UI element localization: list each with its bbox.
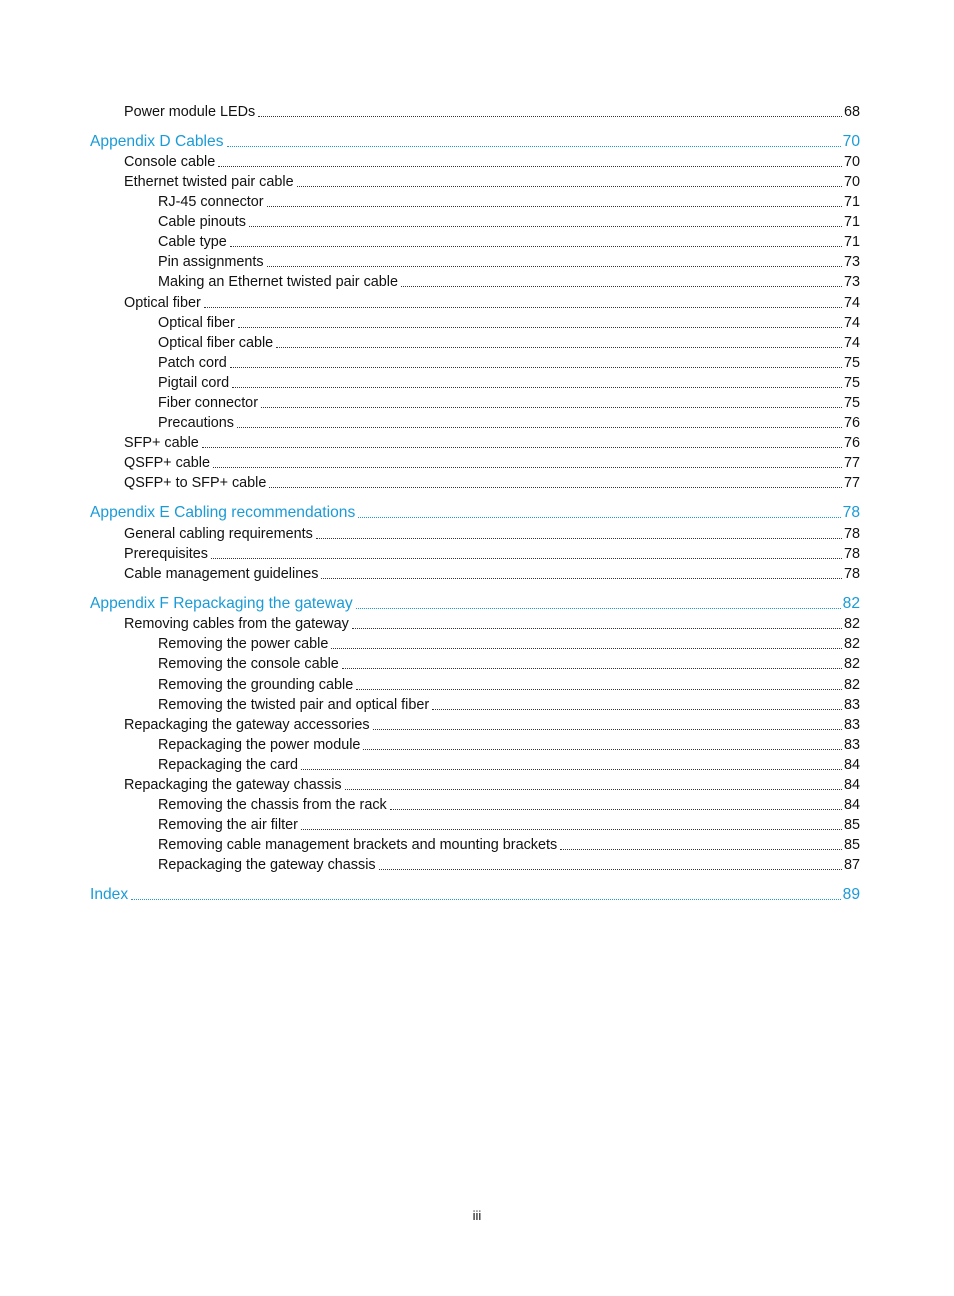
toc-entry-page[interactable]: 87: [843, 857, 860, 873]
toc-entry[interactable]: [158, 352, 860, 372]
toc-entry[interactable]: [124, 151, 860, 171]
dot-leader: [297, 186, 842, 187]
dot-leader: [363, 749, 842, 750]
dot-leader: [352, 628, 842, 629]
toc-chapter-entry[interactable]: [90, 131, 860, 151]
dot-leader: [401, 286, 842, 287]
toc-entry-title[interactable]: Removing the chassis from the rack: [158, 797, 387, 813]
toc-entry-page[interactable]: 78: [842, 504, 860, 521]
toc-entry-title[interactable]: Appendix D Cables: [90, 133, 224, 150]
toc-entry-title[interactable]: Making an Ethernet twisted pair cable: [158, 274, 398, 290]
toc-entry-title[interactable]: Cable management guidelines: [124, 566, 319, 582]
dot-leader: [390, 809, 842, 810]
toc-entry-page[interactable]: 82: [843, 656, 860, 672]
toc-entry-page[interactable]: 71: [843, 214, 860, 230]
toc-entry[interactable]: [158, 834, 860, 854]
toc-entry-page[interactable]: 74: [843, 295, 860, 311]
toc-entry[interactable]: [158, 392, 860, 412]
toc-entry-page[interactable]: 73: [843, 274, 860, 290]
toc-entry[interactable]: [158, 271, 860, 291]
toc-entry-page[interactable]: 78: [843, 546, 860, 562]
toc-entry[interactable]: [158, 633, 860, 653]
dot-leader: [356, 608, 841, 609]
toc-entry[interactable]: [158, 251, 860, 271]
dot-leader: [432, 709, 842, 710]
toc-entry-title[interactable]: Optical fiber cable: [158, 335, 274, 351]
toc-chapter-entry[interactable]: [90, 884, 860, 904]
toc-entry-page[interactable]: 83: [843, 717, 860, 733]
toc-entry-page[interactable]: 85: [843, 817, 860, 833]
toc-entry-title[interactable]: Appendix F Repackaging the gateway: [90, 595, 353, 612]
toc-entry-page[interactable]: 74: [843, 315, 860, 331]
toc-entry-title[interactable]: Optical fiber: [124, 295, 201, 311]
toc-entry-title[interactable]: QSFP+ cable: [124, 455, 210, 471]
dot-leader: [261, 407, 842, 408]
toc-entry-title[interactable]: Removing cable management brackets and mounting brackets: [158, 837, 558, 853]
toc-entry[interactable]: [124, 774, 860, 794]
dot-leader: [316, 538, 842, 539]
toc-entry-title[interactable]: Console cable: [124, 154, 216, 170]
toc-entry-page[interactable]: 71: [843, 194, 860, 210]
dot-leader: [218, 166, 842, 167]
toc-entry-page[interactable]: 84: [843, 777, 860, 793]
toc-entry-title[interactable]: Pigtail cord: [158, 375, 230, 391]
toc-entry[interactable]: [124, 714, 860, 734]
dot-leader: [342, 668, 842, 669]
toc-entry[interactable]: [124, 101, 860, 121]
dot-leader: [237, 427, 842, 428]
toc-entry-title[interactable]: Optical fiber: [158, 315, 235, 331]
toc-entry-page[interactable]: 83: [843, 697, 860, 713]
dot-leader: [213, 467, 842, 468]
dot-leader: [238, 327, 842, 328]
dot-leader: [345, 789, 842, 790]
toc-entry-page[interactable]: 70: [842, 133, 860, 150]
toc-entry-title[interactable]: Repackaging the card: [158, 757, 298, 773]
toc-entry-page[interactable]: 71: [843, 234, 860, 250]
dot-leader: [358, 517, 840, 518]
dot-leader: [232, 387, 842, 388]
toc-entry-title[interactable]: Cable pinouts: [158, 214, 247, 230]
dot-leader: [202, 447, 842, 448]
toc-entry[interactable]: [158, 653, 860, 673]
toc-entry-page[interactable]: 75: [843, 375, 860, 391]
dot-leader: [301, 769, 842, 770]
toc-entry-page[interactable]: 84: [843, 797, 860, 813]
toc-entry[interactable]: [158, 814, 860, 834]
toc-entry[interactable]: [158, 754, 860, 774]
toc-entry-title[interactable]: Index: [90, 886, 129, 903]
toc-entry-page[interactable]: 73: [843, 254, 860, 270]
toc-entry-title[interactable]: Removing cables from the gateway: [124, 616, 349, 632]
toc-entry[interactable]: [158, 794, 860, 814]
toc-entry-page[interactable]: 68: [843, 104, 860, 120]
toc-entry-page[interactable]: 77: [843, 455, 860, 471]
toc-entry-title[interactable]: Removing the twisted pair and optical fiber: [158, 697, 430, 713]
dot-leader: [267, 206, 842, 207]
toc-entry[interactable]: [158, 734, 860, 754]
toc-entry[interactable]: [124, 452, 860, 472]
toc-entry-title[interactable]: Appendix E Cabling recommendations: [90, 504, 356, 521]
toc-entry-page[interactable]: 70: [843, 154, 860, 170]
toc-entry[interactable]: [158, 312, 860, 332]
dot-leader: [301, 829, 842, 830]
toc-entry[interactable]: [124, 292, 860, 312]
dot-leader: [276, 347, 842, 348]
toc-entry-title[interactable]: Pin assignments: [158, 254, 264, 270]
toc-chapter-entry[interactable]: [90, 502, 860, 522]
toc-entry[interactable]: [124, 432, 860, 452]
dot-leader: [131, 899, 840, 900]
toc-entry-page[interactable]: 89: [842, 886, 860, 903]
dot-leader: [379, 869, 842, 870]
toc-entry-title[interactable]: SFP+ cable: [124, 435, 199, 451]
toc-entry-title[interactable]: Repackaging the gateway accessories: [124, 717, 370, 733]
toc-entry-title[interactable]: Repackaging the gateway chassis: [124, 777, 342, 793]
toc-entry-title[interactable]: Patch cord: [158, 355, 227, 371]
toc-entry[interactable]: [124, 472, 860, 492]
toc-entry[interactable]: [158, 231, 860, 251]
toc-entry[interactable]: [158, 332, 860, 352]
toc-entry-page[interactable]: 77: [843, 475, 860, 491]
toc-entry-title[interactable]: Removing the power cable: [158, 636, 329, 652]
toc-entry-page[interactable]: 82: [843, 636, 860, 652]
toc-entry-page[interactable]: 82: [843, 616, 860, 632]
dot-leader: [331, 648, 842, 649]
dot-leader: [321, 578, 842, 579]
toc-entry[interactable]: [124, 171, 860, 191]
toc-entry-page[interactable]: 76: [843, 415, 860, 431]
toc-entry-page[interactable]: 74: [843, 335, 860, 351]
toc-entry-title[interactable]: Cable type: [158, 234, 227, 250]
toc-entry[interactable]: [158, 412, 860, 432]
toc-entry-title[interactable]: Power module LEDs: [124, 104, 256, 120]
toc-entry-page[interactable]: 76: [843, 435, 860, 451]
toc-entry[interactable]: [158, 694, 860, 714]
toc-entry-title[interactable]: General cabling requirements: [124, 526, 313, 542]
toc-entry[interactable]: [124, 523, 860, 543]
toc-chapter-entry[interactable]: [90, 593, 860, 613]
dot-leader: [373, 729, 842, 730]
dot-leader: [211, 558, 842, 559]
dot-leader: [560, 849, 842, 850]
toc-entry-page[interactable]: 82: [843, 677, 860, 693]
toc-entry-page[interactable]: 70: [843, 174, 860, 190]
dot-leader: [258, 116, 842, 117]
toc-entry-page[interactable]: 78: [843, 526, 860, 542]
page-number: iii: [472, 1208, 482, 1223]
toc-entry-title[interactable]: Fiber connector: [158, 395, 258, 411]
toc-entry[interactable]: [124, 563, 860, 583]
toc-entry-title[interactable]: Ethernet twisted pair cable: [124, 174, 294, 190]
toc-entry[interactable]: [124, 543, 860, 563]
toc-entry[interactable]: [158, 211, 860, 231]
toc-entry-title[interactable]: Removing the air filter: [158, 817, 298, 833]
toc-entry-title[interactable]: Removing the grounding cable: [158, 677, 354, 693]
toc-entry-page[interactable]: 82: [842, 595, 860, 612]
toc-entry-title[interactable]: Prerequisites: [124, 546, 208, 562]
toc-entry-page[interactable]: 83: [843, 737, 860, 753]
dot-leader: [356, 689, 842, 690]
toc-entry-page[interactable]: 75: [843, 355, 860, 371]
toc-entry-page[interactable]: 84: [843, 757, 860, 773]
toc-entry-title[interactable]: Removing the console cable: [158, 656, 339, 672]
dot-leader: [230, 246, 842, 247]
toc-entry-title[interactable]: Precautions: [158, 415, 234, 431]
toc-entry-page[interactable]: 75: [843, 395, 860, 411]
dot-leader: [204, 307, 842, 308]
toc-entry[interactable]: [158, 674, 860, 694]
dot-leader: [249, 226, 842, 227]
toc-entry-title[interactable]: RJ-45 connector: [158, 194, 264, 210]
toc-entry[interactable]: [158, 854, 860, 874]
dot-leader: [227, 146, 841, 147]
toc-entry[interactable]: [158, 191, 860, 211]
dot-leader: [267, 266, 842, 267]
dot-leader: [269, 487, 842, 488]
toc-entry-title[interactable]: QSFP+ to SFP+ cable: [124, 475, 267, 491]
toc-entry-page[interactable]: 85: [843, 837, 860, 853]
toc-entry-page[interactable]: 78: [843, 566, 860, 582]
toc-entry-title[interactable]: Repackaging the gateway chassis: [158, 857, 376, 873]
toc-entry[interactable]: [158, 372, 860, 392]
dot-leader: [230, 367, 842, 368]
toc-entry[interactable]: [124, 613, 860, 633]
toc-entry-title[interactable]: Repackaging the power module: [158, 737, 361, 753]
